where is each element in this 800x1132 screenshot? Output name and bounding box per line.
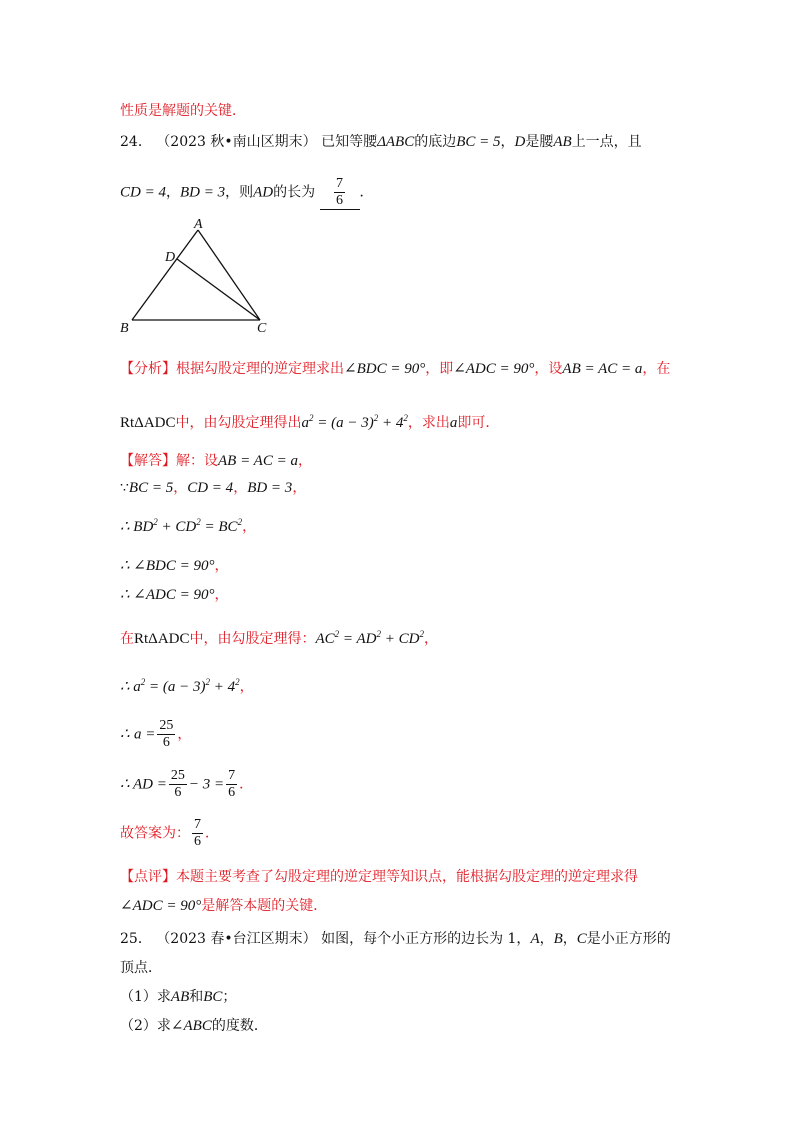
analysis-tag: 【分析】 (120, 361, 176, 377)
solution-s7-fraction: $\frac{25}{6}$ (159, 718, 174, 750)
q24-bd-eq: BD = 3 (179, 184, 226, 201)
q25-p2-angle: ∠ABC (170, 1018, 212, 1034)
solution-final (120, 817, 219, 850)
solution-s1-eq1: BC = 5 (128, 480, 174, 496)
q25-source: （2023 春•台江区期末） (156, 931, 317, 947)
solution-s3-eq: ∴ ∠BDC = 90° (120, 558, 215, 574)
q24-answer-fraction (334, 176, 345, 209)
solution-s5-text-b: 中，由勾股定理得： (189, 631, 316, 647)
q24-cd-eq: CD = 4 (120, 184, 166, 201)
analysis-eq4: $a^2 = (a - 3)^2 + 4^2$ (301, 413, 408, 431)
segment-ba (132, 230, 198, 320)
q24-ab-var: AB (553, 134, 572, 150)
solution-line5: 在RtΔADC中，由勾股定理得：$AC^2 = AD^2 + CD^2$， (120, 629, 438, 647)
q24-text-b: 的底边 (414, 134, 457, 150)
analysis-line2 (120, 412, 499, 432)
q25-b: B (553, 931, 563, 947)
solution-s4-eq: ∴ ∠ADC = 90° (120, 587, 215, 603)
analysis-a-var: a (449, 415, 458, 431)
q24-triangle: ΔABC (377, 134, 415, 150)
q24-answer-blank (320, 176, 360, 210)
comment-tag: 【点评】 (120, 869, 176, 885)
solution-s1-eq2: CD = 4 (187, 480, 234, 496)
q25-p1-ab: AB (170, 989, 190, 1005)
q24-stem-line2 (120, 176, 374, 210)
solution-s6-eq: ∴ $a^2 = (a - 3)^2 + 4^2$ (120, 677, 240, 695)
solution-line2: ∴ $BD^2 + CD^2 = BC^2$， (120, 517, 257, 535)
label-d: D (165, 250, 176, 265)
q25-part2: （2）求∠ABC的度数． (120, 1018, 268, 1034)
label-a: A (194, 217, 203, 232)
solution-final-end: ． (205, 825, 219, 842)
analysis-text-a: 根据勾股定理的逆定理求出 (176, 361, 344, 377)
comment-line1 (120, 866, 638, 886)
analysis-text-d: ，在 (642, 361, 671, 377)
q24-source: （2023 秋•南山区期末） (156, 134, 317, 150)
solution-s0-end: ， (297, 453, 312, 469)
q24-number: 24． (120, 134, 152, 150)
solution-s5-eq: $AC^2 = AD^2 + CD^2$ (315, 629, 424, 647)
q24-text-f: ，则 (225, 184, 254, 201)
q24-end: ． (359, 184, 374, 201)
q24-answer-num: 7 (336, 176, 344, 191)
solution-line8: ∴ AD = $\frac{25}{6}$ − 3 = $\frac{7}{6}$ ． (120, 768, 254, 800)
comment-text-b: 是解答本题的关键． (201, 898, 328, 914)
label-c: C (257, 321, 267, 335)
analysis-text-g: 即可． (457, 415, 500, 431)
analysis-text-b: ，即 (425, 361, 454, 377)
q24-ad-var: AD (253, 184, 274, 201)
solution-s8-fraction1: $\frac{25}{6}$ (170, 768, 185, 800)
therefore-symbol: ∴ (120, 726, 130, 743)
comment-eq: ∠ADC = 90° (120, 898, 202, 914)
analysis-eq3: AB = AC = a (562, 361, 643, 377)
q24-stem-line1 (120, 131, 642, 151)
q25-p1-bc: BC (203, 989, 223, 1005)
q24-text-d: 是腰 (525, 134, 554, 150)
analysis-text-e: 中，由勾股定理得出 (175, 415, 302, 431)
solution-line3: ∴ ∠BDC = 90°， (120, 558, 229, 574)
q24-bc-eq: BC = 5 (456, 134, 501, 150)
solution-s0-text: 解：设 (176, 453, 218, 469)
q25-text-b: 是小正方形的 (586, 931, 671, 947)
solution-tag: 【解答】 (120, 453, 176, 469)
q24-answer-den: 6 (336, 193, 344, 208)
solution-s5-text-a: 在 (120, 631, 134, 647)
comment-text-a: 本题主要考查了勾股定理的逆定理等知识点，能根据勾股定理的逆定理求得 (176, 869, 638, 885)
q25-stem-line1: 25． （2023 春•台江区期末） 如图，每个小正方形的边长为 1，A，B，C是小正方形的 (120, 931, 671, 947)
segment-dc (177, 259, 260, 320)
solution-s1-eq3: BD = 3 (247, 480, 293, 496)
solution-s8-fraction2: $\frac{7}{6}$ (228, 768, 236, 800)
analysis-rt: RtΔADC (120, 415, 176, 431)
solution-line6: ∴ $a^2 = (a - 3)^2 + 4^2$， (120, 677, 254, 695)
solution-line1: ∵BC = 5，CD = 4，BD = 3， (120, 480, 307, 496)
q24-text-a: 已知等腰 (321, 134, 378, 150)
solution-s5-rt: RtΔADC (134, 631, 190, 647)
q24-text-e: 上一点，且 (571, 134, 642, 150)
because-symbol: ∵ (120, 480, 129, 496)
solution-final-fraction: $\frac{7}{6}$ (194, 817, 201, 849)
triangle-figure (115, 215, 285, 335)
segment-ac (198, 230, 260, 320)
solution-line4: ∴ ∠ADC = 90°， (120, 587, 229, 603)
solution-s0-eq: AB = AC = a (218, 453, 298, 469)
analysis-text-f: ，求出 (407, 415, 450, 431)
q24-text-c: ， (500, 134, 515, 150)
q25-text-a: 如图，每个小正方形的边长为 1， (321, 931, 531, 947)
label-b: B (120, 321, 129, 335)
q25-text-c: 顶点． (120, 960, 162, 976)
q25-number: 25． (120, 931, 152, 947)
solution-s8-a: ∴ AD = (120, 776, 167, 793)
q25-stem-line2 (120, 957, 162, 977)
intro-tail: 性质是解题的关键． (120, 103, 246, 119)
q24-text-g: 的长为 (273, 184, 316, 201)
analysis-eq2: ∠ADC = 90° (453, 361, 535, 377)
q25-a: A (530, 931, 540, 947)
analysis-eq1: ∠BDC = 90° (344, 361, 426, 377)
q25-c: C (576, 931, 587, 947)
q25-part1: （1）求AB和BC； (120, 989, 237, 1005)
solution-s8-b: − 3 = (188, 776, 225, 793)
analysis-line1 (120, 358, 670, 378)
solution-s2-eq: ∴ $BD^2 + CD^2 = BC^2$ (120, 517, 243, 535)
solution-line7: ∴ a = $\frac{25}{6}$ ， (120, 718, 192, 750)
analysis-text-c: ，设 (534, 361, 563, 377)
comment-line2 (120, 895, 327, 915)
q24-d-var: D (514, 134, 526, 150)
solution-s7-a: a = (134, 726, 156, 743)
q24-comma: ， (165, 184, 180, 201)
solution-final-text: 故答案为： (120, 825, 190, 842)
solution-line0 (120, 450, 312, 470)
